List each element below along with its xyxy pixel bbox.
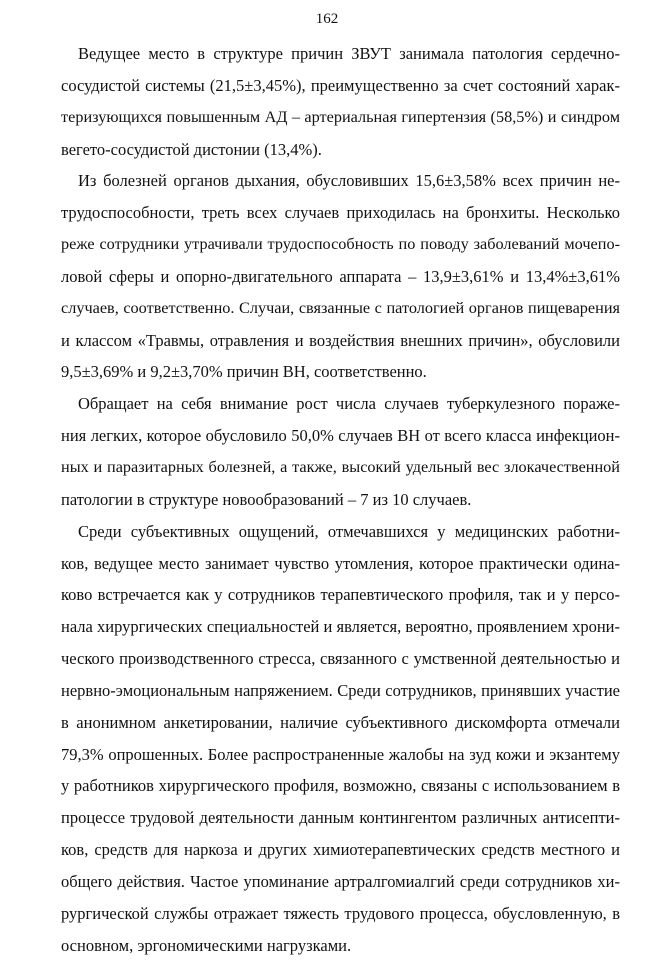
text-line: сосудистой системы (21,5±3,45%), преимущественно за счет состояний харак- xyxy=(61,75,620,95)
text-line: общего действия. Частое упоминание артралгомиалгий среди сотрудников хи- xyxy=(61,871,620,891)
text-line: рургической службы отражает тяжесть трудового процесса, обусловленную, в xyxy=(61,903,620,923)
text-line: случаев, соответственно. Случаи, связанные с патологией органов пищеварения xyxy=(61,298,620,317)
text-line: Из болезней органов дыхания, обусловивших 15,6±3,58% всех причин не- xyxy=(78,171,620,191)
text-line: трудоспособности, треть всех случаев приходилась на бронхиты. Несколько xyxy=(61,203,620,223)
paragraph xyxy=(61,516,620,961)
text-line: ков, средств для наркоза и других химиотерапевтических средств местного и xyxy=(61,840,620,860)
paragraph xyxy=(61,38,620,165)
text-line: процессе трудовой деятельности данным контингентом различных антисепти- xyxy=(61,808,620,828)
text-line: реже сотрудники утрачивали трудоспособность по поводу заболеваний мочепо- xyxy=(61,235,620,254)
text-line: 79,3% опрошенных. Более распространенные жалобы на зуд кожи и экзантему xyxy=(61,744,620,764)
text-line: у работников хирургического профиля, возможно, связаны с использованием в xyxy=(61,776,620,796)
text-line: Обращает на себя внимание рост числа случаев туберкулезного пораже- xyxy=(78,394,620,414)
text-line: и классом «Травмы, отравления и воздействия внешних причин», обусловили xyxy=(61,330,620,350)
text-line: основном, эргономическими нагрузками. xyxy=(61,935,352,955)
paragraph xyxy=(61,165,620,388)
text-line: в анонимном анкетировании, наличие субъективного дискомфорта отмечали xyxy=(61,712,620,732)
text-line: нала хирургических специальностей и является, вероятно, проявлением хрони- xyxy=(61,617,620,637)
text-line: вегето-сосудистой дистонии (13,4%). xyxy=(61,139,322,159)
text-line: 9,5±3,69% и 9,2±3,70% причин ВН, соответственно. xyxy=(61,362,427,382)
text-line: Ведущее место в структуре причин ЗВУТ занимала патология сердечно- xyxy=(78,44,620,63)
text-line: Среди субъективных ощущений, отмечавшихся у медицинских работни- xyxy=(78,521,620,541)
text-line: ково встречается как у сотрудников терапевтического профиля, так и у персо- xyxy=(61,585,620,605)
text-line: ков, ведущее место занимает чувство утомления, которое практически одина- xyxy=(61,553,620,573)
text-line: нервно-эмоциональным напряжением. Среди сотрудников, принявших участие xyxy=(61,680,620,700)
body-text xyxy=(61,38,620,961)
page-number: 162 xyxy=(315,11,339,27)
text-line: ных и паразитарных болезней, а также, высокий удельный вес злокачественной xyxy=(61,457,620,476)
text-line: патологии в структуре новообразований – 7 из 10 случаев. xyxy=(61,489,472,509)
text-line: ния легких, которое обусловило 50,0% случаев ВН от всего класса инфекцион- xyxy=(61,426,620,446)
text-line: ловой сферы и опорно-двигательного аппарата – 13,9±3,61% и 13,4%±3,61% xyxy=(61,266,620,286)
text-line: ческого производственного стресса, связанного с умственной деятельностью и xyxy=(61,649,620,669)
paragraph xyxy=(61,388,620,515)
text-line: теризующихся повышенным АД – артериальная гипертензия (58,5%) и синдром xyxy=(61,107,620,126)
